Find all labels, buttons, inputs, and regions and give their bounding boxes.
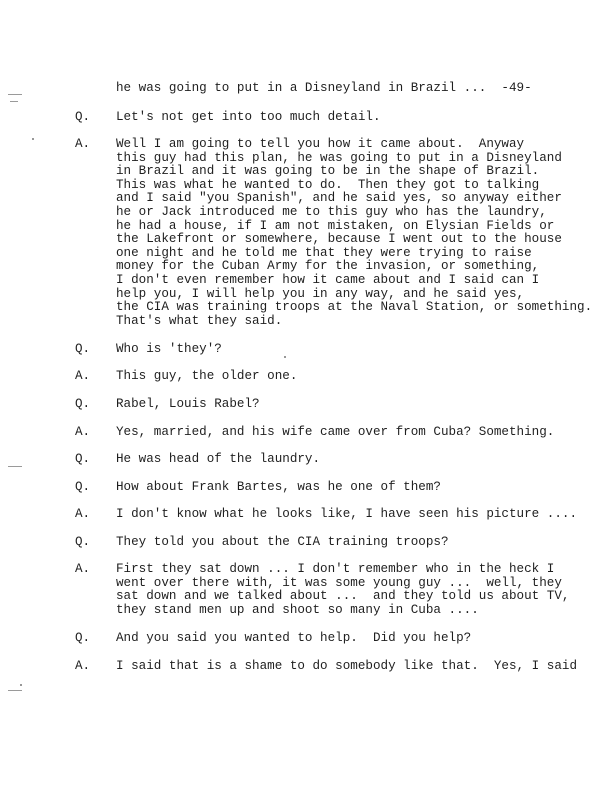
text-line: First they sat down ... I don't remember who in the heck I: [116, 562, 555, 576]
margin-dot: [32, 138, 34, 140]
speaker-label: A.: [75, 562, 91, 576]
entry-text: [116, 453, 596, 467]
text-line: the Lakefront or somewhere, because I went out to the house: [116, 232, 562, 247]
entry-text: [116, 481, 596, 495]
speaker-label: Q.: [75, 452, 91, 466]
text-line: sat down and we talked about ... and they told us about TV,: [116, 589, 570, 604]
text-line: money for the Cuban Army for the invasion, or something,: [116, 259, 540, 274]
text-line: Well I am going to tell you how it came about. Anyway: [116, 137, 525, 151]
entry-text: [116, 536, 596, 550]
text-line: I don't know what he looks like, I have seen his picture ....: [116, 507, 578, 521]
speaker-label: Q.: [75, 535, 91, 549]
text-line: Who is 'they'?: [116, 342, 222, 356]
text-line: Yes, married, and his wife came over from Cuba? Something.: [116, 425, 555, 439]
text-line: went over there with, it was some young guy ... well, they: [116, 575, 562, 590]
entry-text: [116, 508, 596, 522]
speaker-label: A.: [75, 425, 91, 439]
text-line: help you, I will help you in any way, and he said yes,: [116, 286, 525, 301]
text-line: Let's not get into too much detail.: [116, 110, 381, 124]
speaker-label: A.: [75, 659, 91, 673]
speaker-label: A.: [75, 369, 91, 383]
margin-dot: [20, 684, 22, 686]
text-line: he had a house, if I am not mistaken, on Elysian Fields or: [116, 218, 555, 233]
text-line: This was what he wanted to do. Then they got to talking: [116, 177, 540, 192]
text-line: one night and he told me that they were trying to raise: [116, 245, 532, 260]
text-line: That's what they said.: [116, 313, 283, 328]
speaker-label: Q.: [75, 397, 91, 411]
margin-mark: [8, 690, 22, 691]
margin-mark: [8, 94, 22, 95]
entry-text: [116, 563, 596, 617]
entry-text: [116, 111, 596, 125]
text-line: I don't even remember how it came about and I said can I: [116, 272, 540, 287]
entry-text: [116, 632, 596, 646]
text-line: and I said "you Spanish", and he said yes, so anyway either: [116, 191, 562, 206]
text-line: the CIA was training troops at the Naval Station, or something.: [116, 300, 593, 315]
text-line: they stand men up and shoot so many in Cuba ....: [116, 602, 479, 617]
speaker-label: A.: [75, 507, 91, 521]
entry-text: [116, 370, 596, 384]
text-line: he or Jack introduced me to this guy who has the laundry,: [116, 204, 547, 219]
text-line: this guy had this plan, he was going to put in a Disneyland: [116, 150, 562, 165]
text-line: This guy, the older one.: [116, 369, 298, 383]
entry-text: [116, 398, 596, 412]
margin-mark: [10, 101, 18, 102]
entry-text: [116, 426, 596, 440]
speaker-label: Q.: [75, 342, 91, 356]
margin-mark: [8, 466, 22, 467]
text-line: in Brazil and it was going to be in the shape of Brazil.: [116, 164, 540, 179]
text-line: He was head of the laundry.: [116, 452, 321, 466]
speaker-label: Q.: [75, 110, 91, 124]
speaker-label: Q.: [75, 480, 91, 494]
entry-text: [116, 138, 596, 328]
text-line: How about Frank Bartes, was he one of them?: [116, 480, 441, 494]
entry-text: [116, 660, 596, 674]
text-line: They told you about the CIA training troops?: [116, 535, 449, 549]
entry-text: [116, 343, 596, 357]
text-line: I said that is a shame to do somebody like that. Yes, I said: [116, 659, 578, 673]
speaker-label: A.: [75, 137, 91, 151]
header-line: he was going to put in a Disneyland in Brazil ... -49-: [116, 81, 532, 95]
speaker-label: Q.: [75, 631, 91, 645]
text-line: And you said you wanted to help. Did you help?: [116, 631, 472, 645]
text-line: Rabel, Louis Rabel?: [116, 397, 260, 411]
